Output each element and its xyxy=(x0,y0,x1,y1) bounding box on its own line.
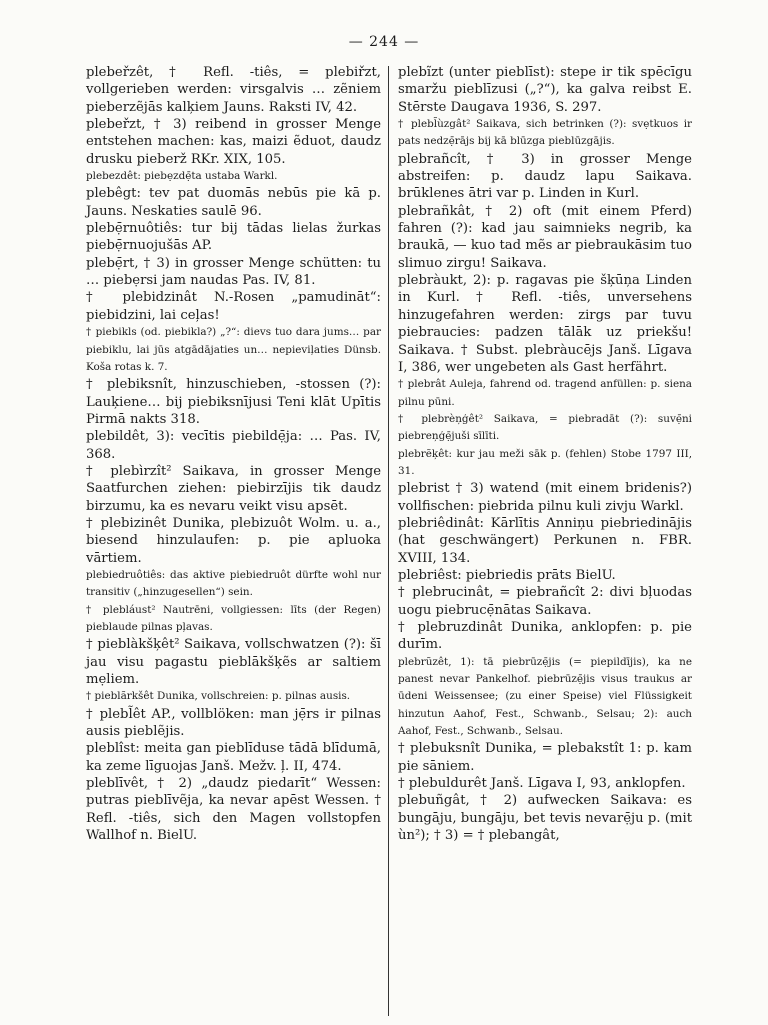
page-number: — 244 — xyxy=(348,34,420,50)
entry: plebrañkât, † 2) oft (mit einem Pferd) fahren (?): kad jau saimnieks negrib, ka braukā, — kuo tad mẽs ar piebraukāsim tuo slimuo zirgu! Saikava. xyxy=(398,203,692,271)
entry: pleblîst: meita gan pieblīduse tādā blīdumā, ka zeme līguojas Janš. Mežv. ļ. II, 474. xyxy=(86,741,381,774)
entry: plebẹ̄rt, † 3) in grosser Menge schütten: tu … piebẹrsi jam naudas Pas. IV, 81. xyxy=(86,255,381,289)
entry: plebriêst: piebriedis prāts BielU. xyxy=(398,567,616,583)
entry: † plebidzinât N.-Rosen „pamudināt“: piebidzini, lai ceļas! xyxy=(86,290,381,323)
entry: † plebrèņģêt² Saikava, = piebradāt (?): suvẹ̄ni piebreņģẹ̄juši sīlīti. xyxy=(398,412,692,443)
entry: † plebiksnît, hinzuschieben, -stossen (?): Lauķiene… bij piebiksnījusi Teni klāt Upītis Pirmā nakts 318. xyxy=(86,377,381,427)
entry: plebeřzêt, † Refl. -tiês, = plebiřzt, vollgerieben werden: virsgalvis … zẽniem pieberzẽjās kalķiem Jauns. Raksti IV, 42. xyxy=(86,65,381,115)
entry: plebeřzt, † 3) reibend in grosser Menge entstehen machen: kas, maizi ẽduot, daudz drusku pieberž RKr. XIX, 105. xyxy=(86,117,381,167)
entry: plebẹ̄rnuôtiês: tur bij tādas lielas žurkas piebẹ̄rnuojušās AP. xyxy=(86,221,381,254)
entry: plebrũzêt, 1): tā piebrūzẹ̄jis (= piepildījis), ka ne panest nevar Pankelhof. piebrūzẹ̄jis visus traukus ar ūdeni Weissensee; (zu einer Speise) viel Flüssigkeit hinzutun Aahof, Fest., Schwanb., Selsau; 2): auch Aahof, Fest., Schwanb., Selsau. xyxy=(398,655,692,738)
entry: plebrañcît, † 3) in grosser Menge abstreifen: p. daudz lapu Saikava. brūklenes ātri var p. Linden in Kurl. xyxy=(398,151,692,202)
entry: † pieblãrkšêt Dunika, vollschreien: p. pilnas ausis. xyxy=(86,690,351,703)
entry: † plebl̃êt AP., vollblöken: man jẹ̄rs ir pilnas ausis pieblẽjis. xyxy=(86,706,381,740)
entry: † plebizinêt Dunika, plebizuôt Wolm. u. a., biesend hinzulaufen: p. pie apluoka vārtiem. xyxy=(86,515,381,566)
entry: † plebuksnît Dunika, = plebakstît 1: p. kam pie sāniem. xyxy=(398,741,692,774)
entry: plebildêt, 3): vecītis piebildẹ̄ja: … Pas. IV, 368. xyxy=(86,429,381,462)
entry: plebezdêt: piebẹzdẹ̄ta ustaba Warkl. xyxy=(86,170,278,183)
column-divider xyxy=(388,66,389,1016)
entry: † plebruzdinât Dunika, anklopfen: p. pie durīm. xyxy=(398,620,692,653)
entry: plebrẽķêt: kur jau meži sāk p. (fehlen) Stobe 1797 III, 31. xyxy=(398,447,692,477)
entry: † pieblàkšķêt² Saikava, vollschwatzen (?): šī jau visu pagastu pieblākšķẽs ar saltiem mẹliem. xyxy=(86,637,381,688)
entry: † plebl̃ùzgât² Saikava, sich betrinken (?): svẹtkuos ir pats nedzẹ̄rājs bij kā blūzga pieblūzgājis. xyxy=(398,118,692,148)
entry: plebuñgât, † 2) aufwecken Saikava: es bungāju, bungāju, bet tevis nevarẹ̄ju p. (mit ùn²); † 3) = † plebangât, xyxy=(398,793,692,844)
entry: plebrist † 3) watend (mit einem bridenis?) vollfischen: piebrida pilnu kuli zivju Warkl. xyxy=(398,481,692,514)
entry: plebràukt, 2): p. ragavas pie šķūņa Linden in Kurl. † Refl. -tiês, unversehens hinzugefahren werden: zirgs par tuvu piebraucies: padzen tālāk uz priekšu! Saikava. † Subst. plebràucējs Janš. Līgava I, 386, wer ungebeten als Gast herfährt. xyxy=(398,273,692,375)
entry: † plebrât Auleja, fahrend od. tragend anfüllen: p. siena pilnu pūni. xyxy=(398,378,692,408)
right-column xyxy=(398,64,692,844)
left-column xyxy=(86,64,381,844)
entry: plebêgt: tev pat duomās nebūs pie kā p. Jauns. Neskaties saulē 96. xyxy=(86,186,381,219)
entry: pleblīvêt, † 2) „daudz piedarīt“ Wessen: putras pieblīvẽja, ka nevar apēst Wessen. † Refl. -tiês, sich den Magen vollstopfen Wallhof n. BielU. xyxy=(86,776,381,844)
entry: † plebìrzît² Saikava, in grosser Menge Saatfurchen ziehen: piebirzījis tik daudz birzumu, ka es nevaru veikt visu apsēt. xyxy=(86,463,381,514)
entry: plebĩzt (unter pieblīst): stepe ir tik spēcīgu smaržu pieblīzusi („?“), ka galva reibst E. Stērste Daugava 1936, S. 297. xyxy=(398,65,692,115)
entry: plebriêdinât: Kārlītis Anniņu piebriedinājis (hat geschwängert) Perkunen n. FBR. XVIII, 134. xyxy=(398,515,692,566)
entry: † plebrucinât, = piebrañcît 2: divi bļuodas uogu piebrucẹ̄nātas Saikava. xyxy=(398,585,692,618)
entry: † plebláust² Nautrēni, vollgiessen: līts (der Regen) pieblaude pilnas pļavas. xyxy=(86,603,381,633)
entry: † piebikls (od. piebikla?) „?“: dievs tuo dara jums… par piebiklu, lai jūs atgādājaties un… nepieviļaties Dünsb. Koša rotas k. 7. xyxy=(86,326,381,373)
entry: † plebuldurêt Janš. Līgava I, 93, anklopfen. xyxy=(398,776,686,792)
entry: plebiedruôtiês: das aktive piebiedruôt dürfte wohl nur transitiv („hinzugesellen“) sein. xyxy=(86,568,381,599)
